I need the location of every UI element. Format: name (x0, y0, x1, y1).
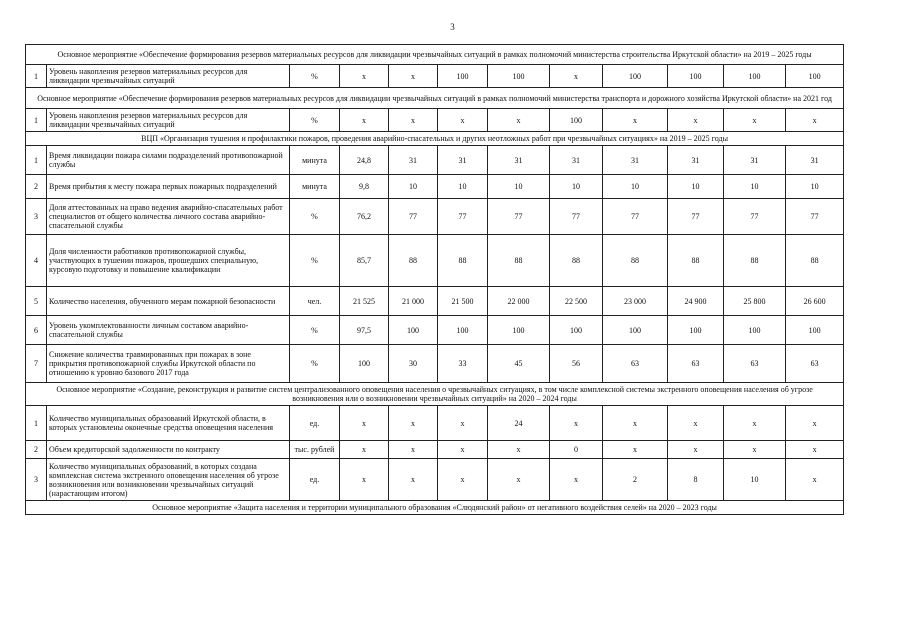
value-cell: 22 000 (488, 287, 550, 316)
value-cell: 77 (668, 199, 724, 235)
value-cell: 100 (786, 316, 844, 345)
table-row (26, 441, 844, 459)
value-cell: 88 (668, 235, 724, 287)
row-number: 1 (26, 109, 47, 132)
value-cell: х (340, 109, 389, 132)
indicator-name: Доля численности работников противопожарной службы, участвующих в тушении пожаров, прошедших специальную, курсовую подготовку и повышение квалификации (47, 235, 290, 287)
value-cell: х (786, 406, 844, 441)
value-cell: 88 (438, 235, 488, 287)
table-row (26, 199, 844, 235)
value-cell: х (488, 109, 550, 132)
value-cell: 30 (389, 345, 438, 383)
value-cell: 31 (389, 146, 438, 175)
value-cell: 100 (438, 316, 488, 345)
value-cell: х (389, 459, 438, 501)
section-header-row (26, 88, 844, 109)
table-row (26, 109, 844, 132)
value-cell: х (389, 65, 438, 88)
value-cell: 21 000 (389, 287, 438, 316)
value-cell: 88 (389, 235, 438, 287)
value-cell: 10 (724, 459, 786, 501)
value-cell: 100 (550, 316, 603, 345)
indicator-name: Объем кредиторской задолженности по контракту (47, 441, 290, 459)
value-cell: 8 (668, 459, 724, 501)
indicator-name: Доля аттестованных на право ведения аварийно-спасательных работ специалистов от общего количества личного состава аварийно-спасательной службы (47, 199, 290, 235)
section-title: ВЦП «Организация тушения и профилактики пожаров, проведения аварийно-спасательных и других неотложных работ при чрезвычайных ситуациях» на 2019 – 2025 годы (26, 132, 844, 146)
section-header-row (26, 45, 844, 65)
value-cell: х (550, 406, 603, 441)
value-cell: 31 (438, 146, 488, 175)
section-title: Основное мероприятие «Обеспечение формирования резервов материальных ресурсов для ликвидации чрезвычайных ситуаций в рамках полномочий министерства строительства Иркутской области» на 2019 – 2025 годы (26, 45, 844, 65)
value-cell: 10 (668, 175, 724, 199)
row-number: 3 (26, 459, 47, 501)
value-cell: х (488, 441, 550, 459)
indicator-name: Уровень накопления резервов материальных ресурсов для ликвидации чрезвычайных ситуаций (47, 65, 290, 88)
indicator-name: Уровень накопления резервов материальных ресурсов для ликвидации чрезвычайных ситуаций (47, 109, 290, 132)
row-number: 7 (26, 345, 47, 383)
value-cell: 10 (438, 175, 488, 199)
value-cell: х (724, 441, 786, 459)
indicator-name: Количество муниципальных образований Иркутской области, в которых установлены оконечные средства оповещения населения (47, 406, 290, 441)
value-cell: 76,2 (340, 199, 389, 235)
value-cell: 31 (488, 146, 550, 175)
value-cell: 10 (724, 175, 786, 199)
value-cell: 21 500 (438, 287, 488, 316)
value-cell: 100 (488, 65, 550, 88)
section-title: Основное мероприятие «Создание, реконструкция и развитие систем централизованного оповещения населения о чрезвычайных ситуациях, в том числе комплексной системы экстренного оповещения населения об угрозе возникновения или о возникновении чрезвычайных ситуаций» на 2020 – 2024 годы (26, 383, 844, 406)
value-cell: 56 (550, 345, 603, 383)
value-cell: 63 (786, 345, 844, 383)
unit-cell: тыс. рублей (290, 441, 340, 459)
unit-cell: минута (290, 175, 340, 199)
value-cell: х (340, 406, 389, 441)
value-cell: 88 (603, 235, 668, 287)
table-row (26, 287, 844, 316)
value-cell: 77 (550, 199, 603, 235)
value-cell: 63 (668, 345, 724, 383)
page-number: 3 (450, 22, 455, 32)
value-cell: х (389, 109, 438, 132)
value-cell: 100 (488, 316, 550, 345)
value-cell: 77 (438, 199, 488, 235)
value-cell: х (389, 406, 438, 441)
unit-cell: ед. (290, 459, 340, 501)
section-header-row (26, 501, 844, 515)
row-number: 2 (26, 441, 47, 459)
value-cell: 10 (786, 175, 844, 199)
value-cell: 77 (724, 199, 786, 235)
value-cell: 31 (550, 146, 603, 175)
value-cell: 100 (724, 316, 786, 345)
value-cell: 10 (550, 175, 603, 199)
section-title: Основное мероприятие «Обеспечение формирования резервов материальных ресурсов для ликвидации чрезвычайных ситуаций в рамках полномочий министерства транспорта и дорожного хозяйства Иркутской области» на 2021 год (26, 88, 844, 109)
section-title: Основное мероприятие «Защита населения и территории муниципального образования «Слюдянский район» от негативного воздействия селей» на 2020 – 2023 годы (26, 501, 844, 515)
value-cell: 100 (724, 65, 786, 88)
value-cell: 10 (488, 175, 550, 199)
value-cell: 100 (389, 316, 438, 345)
value-cell: 97,5 (340, 316, 389, 345)
value-cell: 77 (603, 199, 668, 235)
value-cell: 22 500 (550, 287, 603, 316)
value-cell: х (603, 441, 668, 459)
table-row (26, 235, 844, 287)
value-cell: х (438, 441, 488, 459)
unit-cell: % (290, 345, 340, 383)
value-cell: х (389, 441, 438, 459)
row-number: 1 (26, 65, 47, 88)
value-cell: х (550, 459, 603, 501)
value-cell: х (438, 459, 488, 501)
value-cell: 25 800 (724, 287, 786, 316)
value-cell: 9,8 (340, 175, 389, 199)
table-row (26, 146, 844, 175)
table-row (26, 175, 844, 199)
indicator-name: Количество населения, обученного мерам пожарной безопасности (47, 287, 290, 316)
value-cell: 21 525 (340, 287, 389, 316)
value-cell: 23 000 (603, 287, 668, 316)
value-cell: х (340, 65, 389, 88)
value-cell: 33 (438, 345, 488, 383)
value-cell: 10 (389, 175, 438, 199)
table-row (26, 65, 844, 88)
value-cell: 85,7 (340, 235, 389, 287)
value-cell: 100 (668, 316, 724, 345)
value-cell: 24,8 (340, 146, 389, 175)
indicator-name: Время ликвидации пожара силами подразделений противопожарной службы (47, 146, 290, 175)
value-cell: 100 (786, 65, 844, 88)
value-cell: 26 600 (786, 287, 844, 316)
value-cell: 24 (488, 406, 550, 441)
value-cell: х (724, 109, 786, 132)
value-cell: 63 (603, 345, 668, 383)
value-cell: 77 (488, 199, 550, 235)
value-cell: 88 (724, 235, 786, 287)
unit-cell: % (290, 199, 340, 235)
table-row (26, 345, 844, 383)
section-header-row (26, 132, 844, 146)
unit-cell: чел. (290, 287, 340, 316)
value-cell: х (786, 109, 844, 132)
value-cell: х (668, 109, 724, 132)
table-row (26, 459, 844, 501)
value-cell: 88 (786, 235, 844, 287)
unit-cell: % (290, 235, 340, 287)
indicator-name: Количество муниципальных образований, в которых создана комплексная система экстренного оповещения населения об угрозе возникновения или возникновении чрезвычайных ситуаций (нарастающим итогом) (47, 459, 290, 501)
value-cell: 10 (603, 175, 668, 199)
value-cell: 0 (550, 441, 603, 459)
value-cell: х (603, 109, 668, 132)
value-cell: х (438, 109, 488, 132)
value-cell: 31 (786, 146, 844, 175)
value-cell: х (786, 459, 844, 501)
value-cell: 2 (603, 459, 668, 501)
value-cell: х (724, 406, 786, 441)
value-cell: х (550, 65, 603, 88)
value-cell: 100 (340, 345, 389, 383)
row-number: 4 (26, 235, 47, 287)
value-cell: 31 (603, 146, 668, 175)
table-row (26, 316, 844, 345)
row-number: 2 (26, 175, 47, 199)
unit-cell: ед. (290, 406, 340, 441)
indicators-table (25, 44, 844, 515)
value-cell: х (668, 441, 724, 459)
value-cell: 24 900 (668, 287, 724, 316)
value-cell: х (488, 459, 550, 501)
table-row (26, 406, 844, 441)
value-cell: 77 (786, 199, 844, 235)
value-cell: 31 (724, 146, 786, 175)
unit-cell: % (290, 65, 340, 88)
value-cell: х (340, 441, 389, 459)
value-cell: 88 (550, 235, 603, 287)
row-number: 3 (26, 199, 47, 235)
indicator-name: Время прибытия к месту пожара первых пожарных подразделений (47, 175, 290, 199)
section-header-row (26, 383, 844, 406)
value-cell: 100 (668, 65, 724, 88)
value-cell: 63 (724, 345, 786, 383)
value-cell: 31 (668, 146, 724, 175)
indicator-name: Снижение количества травмированных при пожарах в зоне прикрытия противопожарной службы Иркутской области по отношению к уровню базового 2017 года (47, 345, 290, 383)
value-cell: 88 (488, 235, 550, 287)
value-cell: х (668, 406, 724, 441)
value-cell: 100 (603, 65, 668, 88)
unit-cell: минута (290, 146, 340, 175)
row-number: 1 (26, 146, 47, 175)
value-cell: 45 (488, 345, 550, 383)
row-number: 5 (26, 287, 47, 316)
value-cell: 100 (438, 65, 488, 88)
unit-cell: % (290, 316, 340, 345)
value-cell: х (786, 441, 844, 459)
value-cell: х (603, 406, 668, 441)
value-cell: 100 (603, 316, 668, 345)
value-cell: 77 (389, 199, 438, 235)
value-cell: х (438, 406, 488, 441)
indicator-name: Уровень укомплектованности личным составом аварийно-спасательной службы (47, 316, 290, 345)
unit-cell: % (290, 109, 340, 132)
value-cell: х (340, 459, 389, 501)
row-number: 1 (26, 406, 47, 441)
row-number: 6 (26, 316, 47, 345)
value-cell: 100 (550, 109, 603, 132)
